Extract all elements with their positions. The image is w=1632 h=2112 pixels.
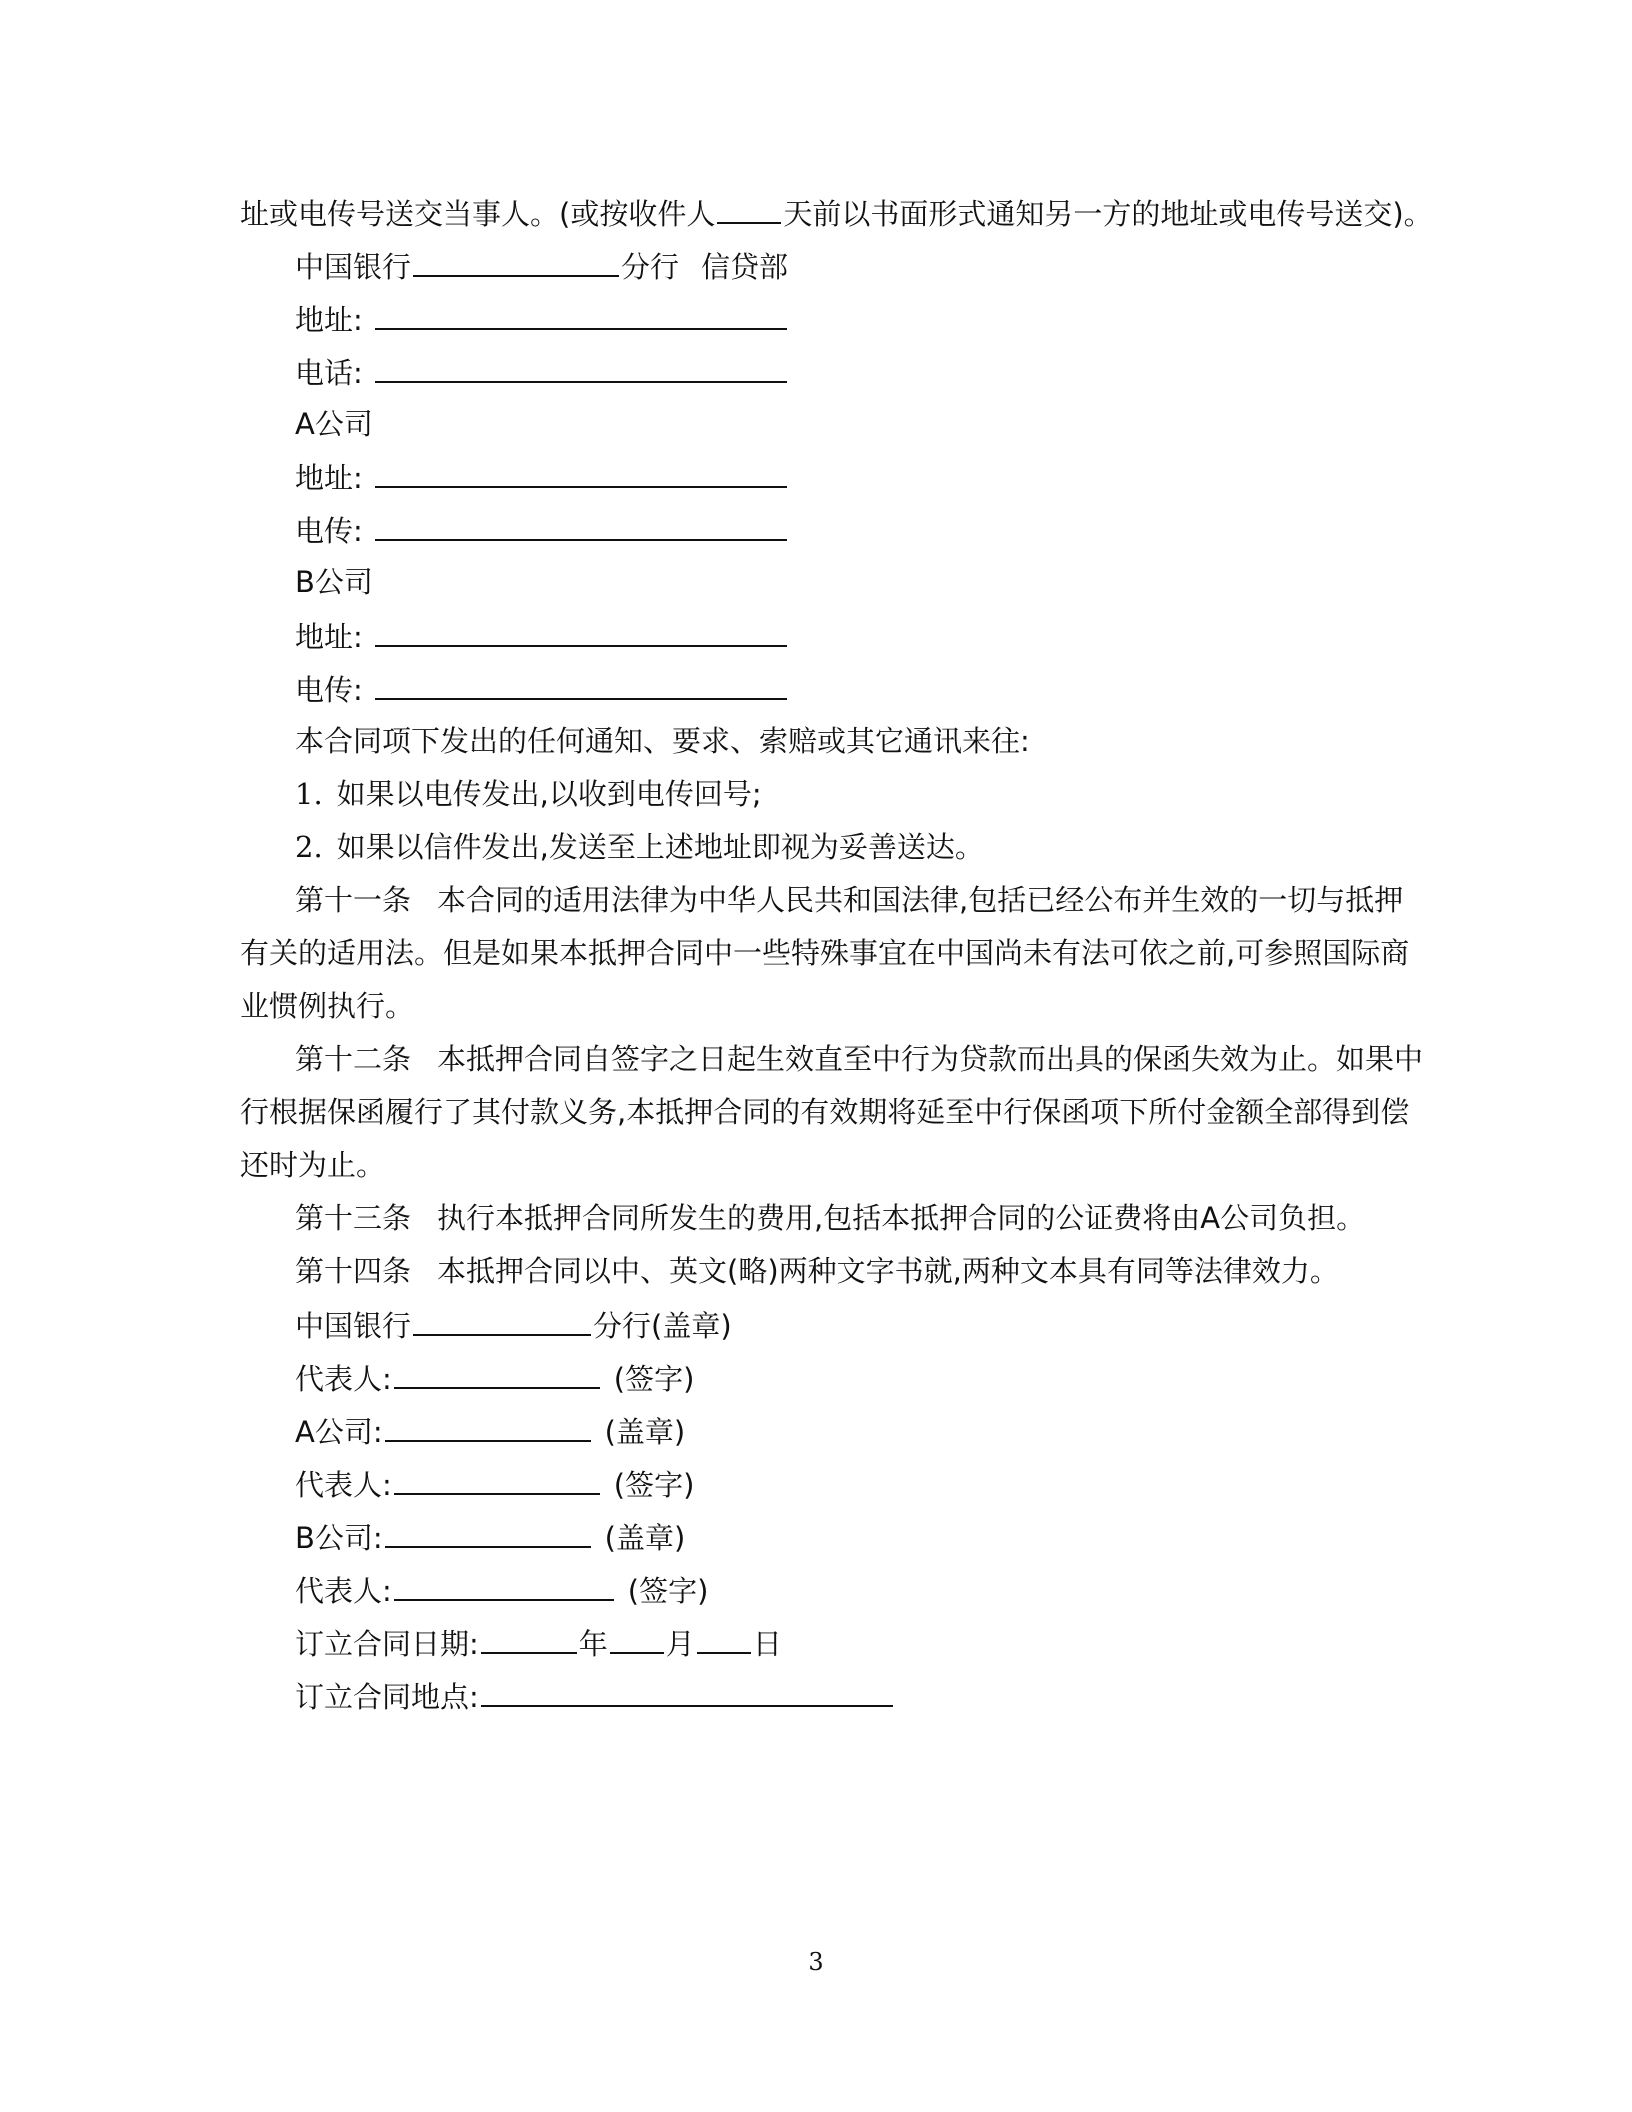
text-segment: 如果以信件发出,发送至上述地址即视为妥善送达。 — [336, 830, 984, 864]
address-blank — [375, 456, 787, 488]
text-segment: 日 — [752, 1627, 782, 1661]
field-label: 订立合同日期: — [295, 1627, 479, 1661]
article-11-line-1 — [295, 880, 1403, 920]
field-label: 电话: — [295, 356, 363, 390]
article-12-line-1 — [295, 1039, 1423, 1079]
text-segment: 中国银行 — [295, 250, 412, 284]
field-label: 代表人: — [295, 1468, 392, 1502]
seal-blank — [385, 1410, 591, 1442]
field-label: 订立合同地点: — [295, 1680, 479, 1714]
signature-rep-line — [295, 1569, 708, 1609]
text-segment: 址或电传号送交当事人。(或按收件人 — [240, 197, 716, 231]
article-12-line-3: 还时为止。 — [240, 1148, 386, 1182]
text-segment: (盖章) — [604, 1521, 686, 1555]
telex-blank — [375, 668, 787, 700]
text-segment: 执行本抵押合同所发生的费用,包括本抵押合同的公证费将由A公司负担。 — [437, 1201, 1366, 1235]
field-label: B公司: — [295, 1521, 383, 1555]
month-blank — [610, 1622, 664, 1654]
text-segment: 月 — [665, 1627, 695, 1661]
text-segment: 如果以电传发出,以收到电传回号; — [336, 777, 762, 811]
signature-blank — [394, 1463, 600, 1495]
address-blank — [375, 298, 787, 330]
place-blank — [481, 1675, 893, 1707]
notice-address-line — [240, 192, 1433, 232]
article-label: 第十四条 — [295, 1254, 412, 1288]
company-a-heading: A公司 — [295, 407, 373, 441]
field-label: 地址: — [295, 303, 363, 337]
year-blank — [481, 1622, 577, 1654]
company-a-address-line — [295, 456, 789, 496]
notice-paragraph: 本合同项下发出的任何通知、要求、索赔或其它通讯来往: — [295, 724, 1030, 758]
text-segment: 中国银行 — [295, 1309, 412, 1343]
bank-address-line — [295, 298, 789, 338]
signature-company-a-line — [295, 1410, 685, 1450]
bank-branch-line — [295, 245, 788, 285]
field-label: A公司: — [295, 1415, 383, 1449]
signature-company-b-line — [295, 1516, 685, 1556]
telex-blank — [375, 509, 787, 541]
company-b-address-line — [295, 615, 789, 655]
text-segment: (签字) — [627, 1574, 709, 1608]
signature-blank — [394, 1569, 614, 1601]
signature-bank-line — [295, 1304, 732, 1344]
list-number: 1. — [295, 777, 323, 811]
field-label: 电传: — [295, 514, 363, 548]
branch-blank — [413, 245, 619, 277]
text-segment: 年 — [578, 1627, 608, 1661]
text-segment: (盖章) — [604, 1415, 686, 1449]
article-label: 第十二条 — [295, 1042, 412, 1076]
branch-blank — [413, 1304, 591, 1336]
article-14 — [295, 1251, 1339, 1291]
field-label: 地址: — [295, 620, 363, 654]
article-12-line-2: 行根据保函履行了其付款义务,本抵押合同的有效期将延至中行保函项下所付金额全部得到偿 — [240, 1095, 1410, 1129]
text-segment: 本抵押合同以中、英文(略)两种文字书就,两种文本具有同等法律效力。 — [437, 1254, 1339, 1288]
company-b-heading: B公司 — [295, 565, 373, 599]
phone-blank — [375, 351, 787, 383]
field-label: 代表人: — [295, 1574, 392, 1608]
bank-phone-line — [295, 351, 789, 391]
field-label: 代表人: — [295, 1362, 392, 1396]
list-number: 2. — [295, 830, 323, 864]
text-segment: 本合同的适用法律为中华人民共和国法律,包括已经公布并生效的一切与抵押 — [437, 883, 1404, 917]
article-11-line-2: 有关的适用法。但是如果本抵押合同中一些特殊事宜在中国尚未有法可依之前,可参照国际商 — [240, 936, 1410, 970]
signature-rep-line — [295, 1463, 694, 1503]
text-segment: 分行(盖章) — [593, 1309, 732, 1343]
list-item — [295, 774, 762, 814]
page-number: 3 — [808, 1948, 824, 1976]
text-segment: (签字) — [613, 1468, 695, 1502]
text-segment: (签字) — [613, 1362, 695, 1396]
text-segment: 分行 — [621, 250, 680, 284]
signature-rep-line — [295, 1357, 694, 1397]
list-item — [295, 827, 984, 867]
contract-date-line — [295, 1622, 782, 1662]
article-label: 第十一条 — [295, 883, 412, 917]
address-blank — [375, 615, 787, 647]
field-label: 地址: — [295, 461, 363, 495]
text-segment: 本抵押合同自签字之日起生效直至中行为贷款而出具的保函失效为止。如果中 — [437, 1042, 1424, 1076]
text-segment: 信贷部 — [701, 250, 789, 284]
text-segment: 天前以书面形式通知另一方的地址或电传号送交)。 — [783, 197, 1433, 231]
article-label: 第十三条 — [295, 1201, 412, 1235]
contract-place-line — [295, 1675, 895, 1715]
article-11-line-3: 业惯例执行。 — [240, 989, 415, 1023]
seal-blank — [385, 1516, 591, 1548]
signature-blank — [394, 1357, 600, 1389]
company-b-telex-line — [295, 668, 789, 708]
company-a-telex-line — [295, 509, 789, 549]
article-13 — [295, 1198, 1365, 1238]
day-blank — [697, 1622, 751, 1654]
days-blank — [717, 192, 781, 224]
field-label: 电传: — [295, 673, 363, 707]
